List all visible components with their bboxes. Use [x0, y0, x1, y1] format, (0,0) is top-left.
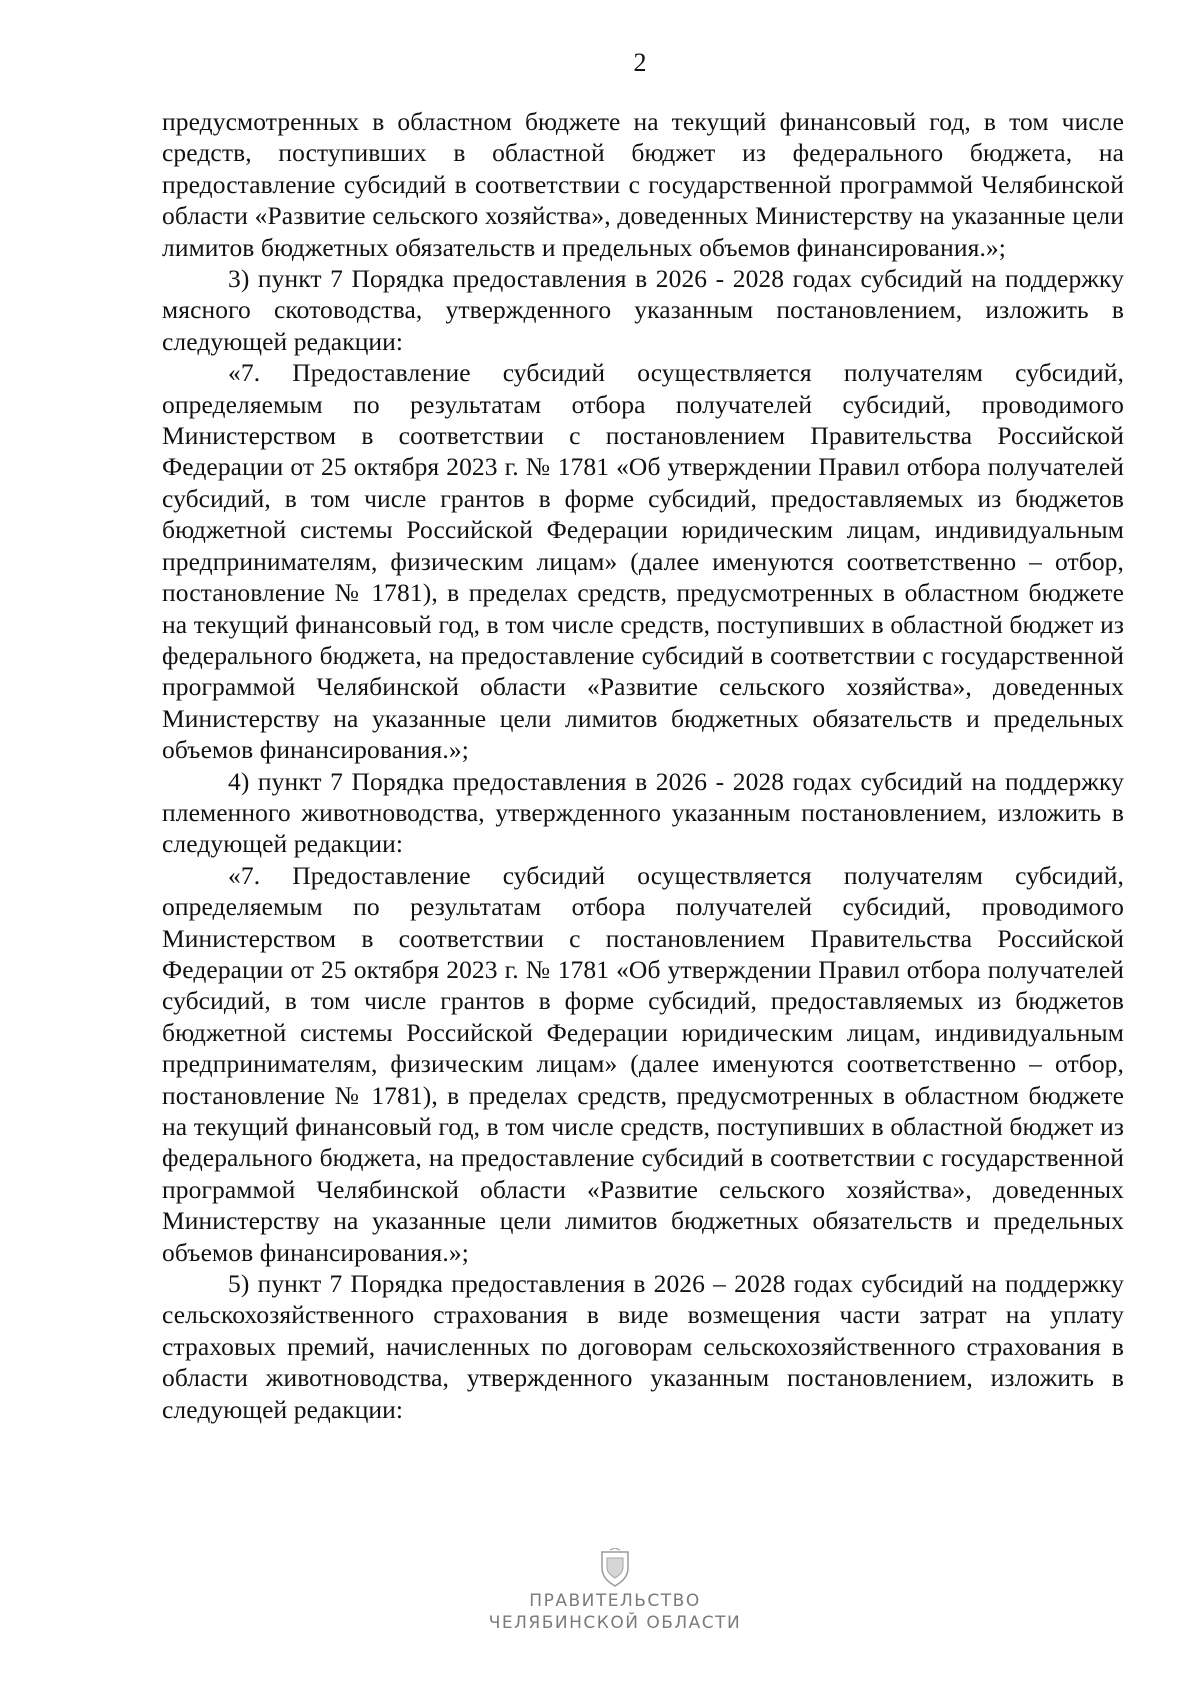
government-stamp [0, 1548, 1200, 1634]
paragraph-item-4-quote: «7. Предоставление субсидий осуществляется получателям субсидий, определяемым по результатам отбора получателей субсидий, проводимого Министерством в соответствии с постановлением Правительства Российской Федерации от 25 октября 2023 г. № 1781 «Об утверждении Правил отбора получателей субсидий, в том числе грантов в форме субсидий, предоставляемых из бюджетов бюджетной системы Российской Федерации юридическим лицам, индивидуальным предпринимателям, физическим лицам» (далее именуются соответственно – отбор, постановление № 1781), в пределах средств, предусмотренных в областном бюджете на текущий финансовый год, в том числе средств, поступивших в областной бюджет из федерального бюджета, на предоставление субсидий в соответствии с государственной программой Челябинской области «Развитие сельского хозяйства», доведенных Министерству на указанные цели лимитов бюджетных обязательств и предельных объемов финансирования.»; [162, 860, 1124, 1267]
page-number: 2 [633, 48, 647, 77]
paragraph-item-5: 5) пункт 7 Порядка предоставления в 2026 – 2028 годах субсидий на поддержку сельскохозяйственного страхования в виде возмещения части затрат на уплату страховых премий, начисленных по договорам сельскохозяйственного страхования в области животноводства, утвержденного указанным постановлением, изложить в следующей редакции: [162, 1269, 1124, 1424]
coat-of-arms-icon [598, 1548, 632, 1588]
paragraph-item-3-quote: «7. Предоставление субсидий осуществляется получателям субсидий, определяемым по результатам отбора получателей субсидий, проводимого Министерством в соответствии с постановлением Правительства Российской Федерации от 25 октября 2023 г. № 1781 «Об утверждении Правил отбора получателей субсидий, в том числе грантов в форме субсидий, предоставляемых из бюджетов бюджетной системы Российской Федерации юридическим лицам, индивидуальным предпринимателям, физическим лицам» (далее именуются соответственно – отбор, постановление № 1781), в пределах средств, предусмотренных в областном бюджете на текущий финансовый год, в том числе средств, поступивших в областной бюджет из федерального бюджета, на предоставление субсидий в соответствии с государственной программой Челябинской области «Развитие сельского хозяйства», доведенных Министерству на указанные цели лимитов бюджетных обязательств и предельных объемов финансирования.»; [162, 358, 1124, 765]
paragraph-continuation: предусмотренных в областном бюджете на текущий финансовый год, в том числе средств, поступивших в областной бюджет из федерального бюджета, на предоставление субсидий в соответствии с государственной программой Челябинской области «Развитие сельского хозяйства», доведенных Министерству на указанные цели лимитов бюджетных обязательств и предельных объемов финансирования.»; [162, 107, 1124, 262]
stamp-line-2: ЧЕЛЯБИНСКОЙ ОБЛАСТИ [488, 1613, 742, 1633]
document-body [162, 106, 1124, 1425]
paragraph-item-3: 3) пункт 7 Порядка предоставления в 2026 - 2028 годах субсидий на поддержку мясного скотоводства, утвержденного указанным постановлением, изложить в следующей редакции: [162, 264, 1124, 356]
paragraph-item-4: 4) пункт 7 Порядка предоставления в 2026 - 2028 годах субсидий на поддержку племенного животноводства, утвержденного указанным постановлением, изложить в следующей редакции: [162, 766, 1124, 859]
stamp-line-1: ПРАВИТЕЛЬСТВО [529, 1591, 701, 1611]
